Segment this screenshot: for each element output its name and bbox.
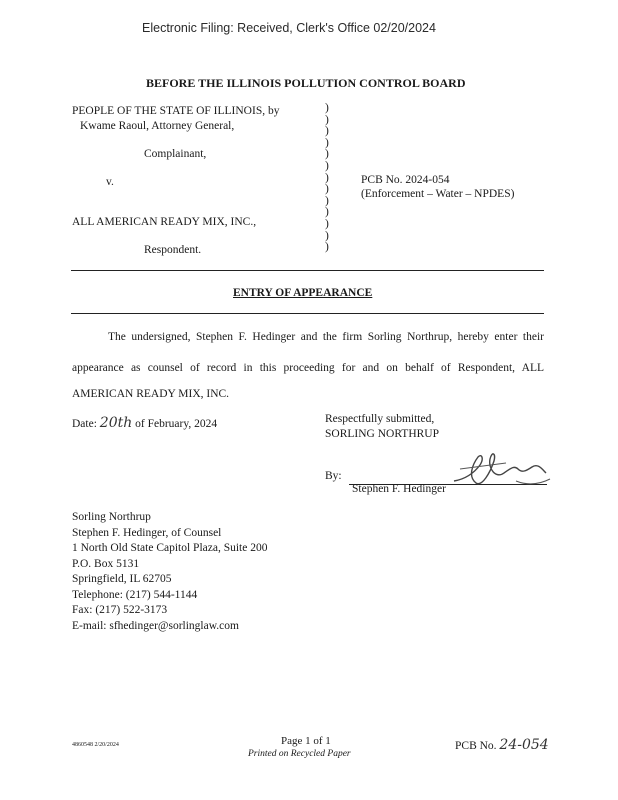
bracket-row: ) [325, 194, 329, 207]
bracket-row: ) [325, 102, 329, 114]
body-line-1: The undersigned, Stephen F. Hedinger and the firm Sorling Northrup, hereby enter their [108, 331, 544, 343]
signer-name: Stephen F. Hedinger [352, 483, 446, 495]
bracket-row: ) [325, 171, 329, 184]
handwritten-signature-text [480, 461, 533, 473]
bracket-row: ) [325, 113, 329, 126]
complainant-line-1: PEOPLE OF THE STATE OF ILLINOIS, by [72, 105, 280, 117]
date-rest: of February, 2024 [135, 418, 218, 430]
contact-email: E-mail: sfhedinger@sorlinglaw.com [72, 619, 239, 632]
entry-of-appearance-title: ENTRY OF APPEARANCE [233, 287, 373, 299]
contact-fax: Fax: (217) 522-3173 [72, 604, 168, 616]
versus: v. [106, 176, 114, 188]
complainant-line-2: Kwame Raoul, Attorney General, [80, 120, 235, 132]
bracket-row: ) [325, 183, 329, 196]
contact-block [72, 510, 267, 634]
body-line-2: appearance as counsel of record in this proceeding for and on behalf of Respondent, ALL [72, 362, 544, 374]
body-line-3: AMERICAN READY MIX, INC. [72, 388, 230, 400]
date-line [72, 415, 217, 431]
footer-pcb-label: PCB No. [455, 740, 497, 752]
complainant-role: Complainant, [144, 148, 207, 160]
by-label: By: [325, 470, 342, 482]
contact-telephone: Telephone: (217) 544-1144 [72, 588, 198, 601]
board-title: BEFORE THE ILLINOIS POLLUTION CONTROL BOARD [146, 76, 466, 90]
respectfully-submitted: Respectfully submitted, [325, 413, 435, 425]
bracket-row: ) [325, 148, 329, 161]
respondent-role: Respondent. [144, 244, 202, 256]
footer-pcb-handwritten: 24-054 [499, 737, 549, 753]
contact-firm: Sorling Northrup [72, 511, 151, 523]
contact-po-box: P.O. Box 5131 [72, 557, 140, 570]
contact-attorney: Stephen F. Hedinger, of Counsel [72, 526, 222, 539]
caption-bracket [325, 103, 329, 254]
case-number: PCB No. 2024-054 [361, 174, 450, 186]
footer-doc-id: 4860548 2/20/2024 [72, 742, 119, 748]
contact-city: Springfield, IL 62705 [72, 573, 172, 585]
filing-stamp: Electronic Filing: Received, Clerk's Office 02/20/2024 [142, 21, 436, 35]
bracket-row: ) [325, 125, 329, 138]
footer-pcb [455, 737, 549, 753]
bracket-row: ) [325, 206, 329, 219]
respondent-name: ALL AMERICAN READY MIX, INC., [72, 216, 257, 228]
case-type: (Enforcement – Water – NPDES) [361, 188, 515, 200]
bracket-row: ) [325, 217, 329, 230]
bracket-row: ) [325, 136, 329, 149]
footer-recycled: Printed on Recycled Paper [248, 749, 351, 759]
bracket-row: ) [325, 241, 329, 254]
footer-page-number: Page 1 of 1 [281, 735, 331, 747]
bracket-row: ) [325, 159, 329, 172]
divider-top [71, 270, 544, 271]
contact-address: 1 North Old State Capitol Plaza, Suite 200 [72, 542, 268, 554]
date-label: Date: [72, 418, 97, 430]
handwritten-signature [446, 443, 556, 495]
date-day-handwritten: 20th [99, 415, 133, 431]
bracket-row: ) [325, 229, 329, 242]
signature-firm: SORLING NORTHRUP [325, 428, 440, 440]
divider-bottom [71, 313, 544, 314]
